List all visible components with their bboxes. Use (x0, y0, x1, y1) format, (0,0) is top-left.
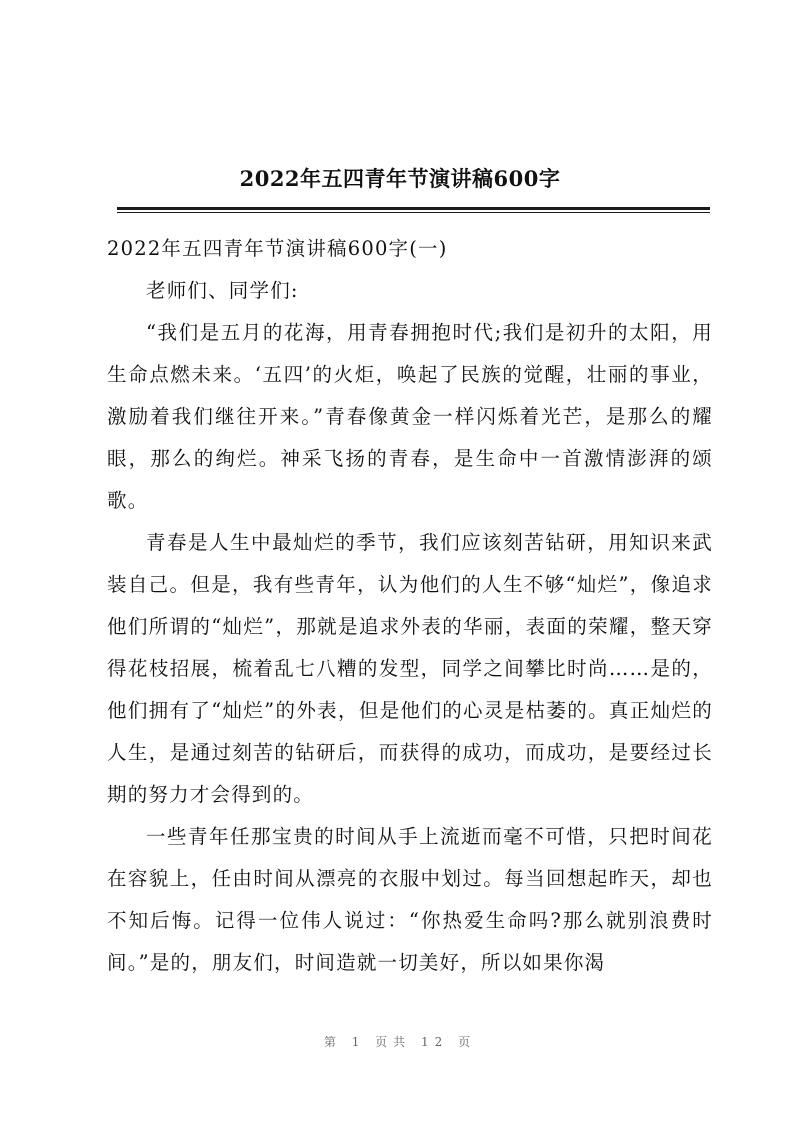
title-divider (117, 207, 710, 210)
paragraph: “我们是五月的花海，用青春拥抱时代;我们是初升的太阳，用生命点燃未来。‘五四’的火炬，唤起了民族的觉醒，壮丽的事业，激励着我们继往开来。”青春像黄金一样闪烁着光芒，是那么的耀眼，那么的绚烂。神采飞扬的青春，是生命中一首激情澎湃的颂歌。 (107, 321, 713, 512)
greeting: 老师们、同学们: (146, 279, 299, 302)
document-title: 2022年五四青年节演讲稿600字 (239, 166, 561, 191)
document-body (107, 228, 713, 984)
page-footer: 第 1 页共 12 页 (323, 1035, 477, 1049)
title-divider-thin (117, 212, 710, 213)
section-heading: 2022年五四青年节演讲稿600字(一) (107, 237, 448, 260)
paragraph: 青春是人生中最灿烂的季节，我们应该刻苦钻研，用知识来武装自己。但是，我有些青年，认为他们的人生不够“灿烂”，像追求他们所谓的“灿烂”，那就是追求外表的华丽，表面的荣耀，整天穿得花枝招展，梳着乱七八糟的发型，同学之间攀比时尚……是的，他们拥有了“灿烂”的外表，但是他们的心灵是枯萎的。真正灿烂的人生，是通过刻苦的钻研后，而获得的成功，而成功，是要经过长期的努力才会得到的。 (107, 531, 713, 806)
paragraph: 一些青年任那宝贵的时间从手上流逝而毫不可惜，只把时间花在容貌上，任由时间从漂亮的衣服中划过。每当回想起昨天，却也不知后悔。记得一位伟人说过：“你热爱生命吗?那么就别浪费时间。”是的，朋友们，时间造就一切美好，所以如果你渴 (107, 825, 713, 974)
